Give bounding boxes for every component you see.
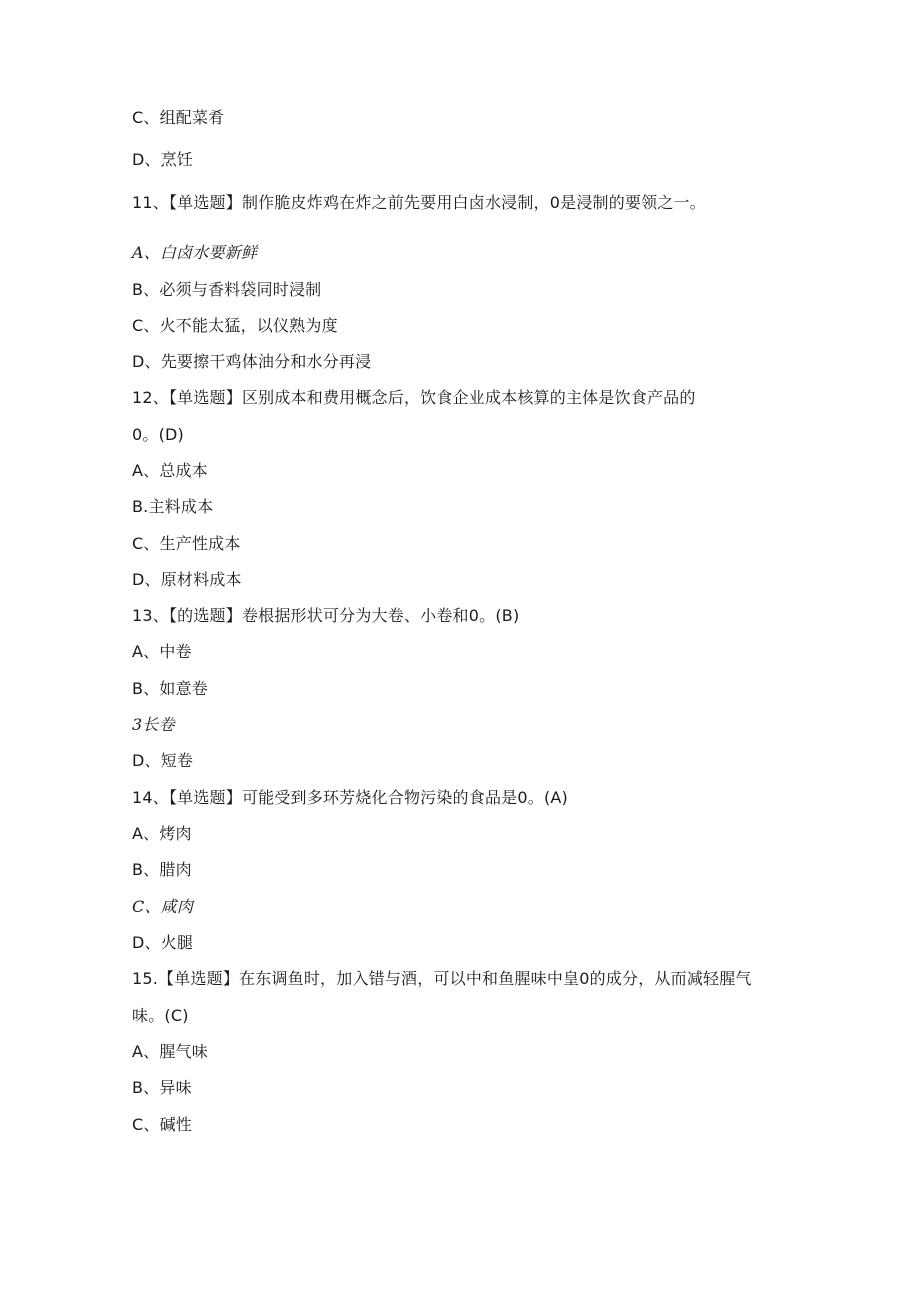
option-a-q15: A、腥气味 xyxy=(132,1042,208,1061)
option-b-q13: B、如意卷 xyxy=(132,679,208,698)
option-a-q11: A、白卤水要新鲜 xyxy=(132,243,258,262)
option-d-q13: D、短卷 xyxy=(132,751,194,770)
option-c-q10: C、组配菜肴 xyxy=(132,108,225,127)
option-c-q14: C、咸肉 xyxy=(132,897,194,916)
option-d-q11: D、先要擦干鸡体油分和水分再浸 xyxy=(132,352,372,371)
option-b-q14: B、腊肉 xyxy=(132,860,192,879)
option-d-q10: D、烹饪 xyxy=(132,150,194,169)
option-c-q15: C、碱性 xyxy=(132,1115,192,1134)
question-14: 14、【单选题】可能受到多环芳烧化合物污染的食品是0。(A) xyxy=(132,788,568,807)
option-a-q12: A、总成本 xyxy=(132,461,208,480)
question-11: 11、【单选题】制作脆皮炸鸡在炸之前先要用白卤水浸制，0是浸制的要领之一。 xyxy=(132,193,706,212)
option-c-q12: C、生产性成本 xyxy=(132,534,241,553)
option-c-q13: 3长卷 xyxy=(132,715,175,734)
question-15: 15.【单选题】在东调鱼时，加入错与酒，可以中和鱼腥味中皇0的成分，从而减轻腥气 xyxy=(132,969,752,988)
option-a-q13: A、中卷 xyxy=(132,642,192,661)
question-15-continued: 味。(C) xyxy=(132,1006,189,1025)
option-a-q14: A、烤肉 xyxy=(132,824,192,843)
option-d-q12: D、原材料成本 xyxy=(132,570,242,589)
option-b-q15: B、异味 xyxy=(132,1078,192,1097)
question-12-continued: 0。(D) xyxy=(132,425,184,444)
option-d-q14: D、火腿 xyxy=(132,933,194,952)
option-b-q11: B、必须与香料袋同时浸制 xyxy=(132,280,322,299)
question-12: 12、【单选题】区别成本和费用概念后，饮食企业成本核算的主体是饮食产品的 xyxy=(132,388,696,407)
option-c-q11: C、火不能太猛，以仪熟为度 xyxy=(132,316,338,335)
option-b-q12: B.主料成本 xyxy=(132,497,214,516)
question-13: 13、【的选题】卷根据形状可分为大卷、小卷和0。(B) xyxy=(132,606,520,625)
